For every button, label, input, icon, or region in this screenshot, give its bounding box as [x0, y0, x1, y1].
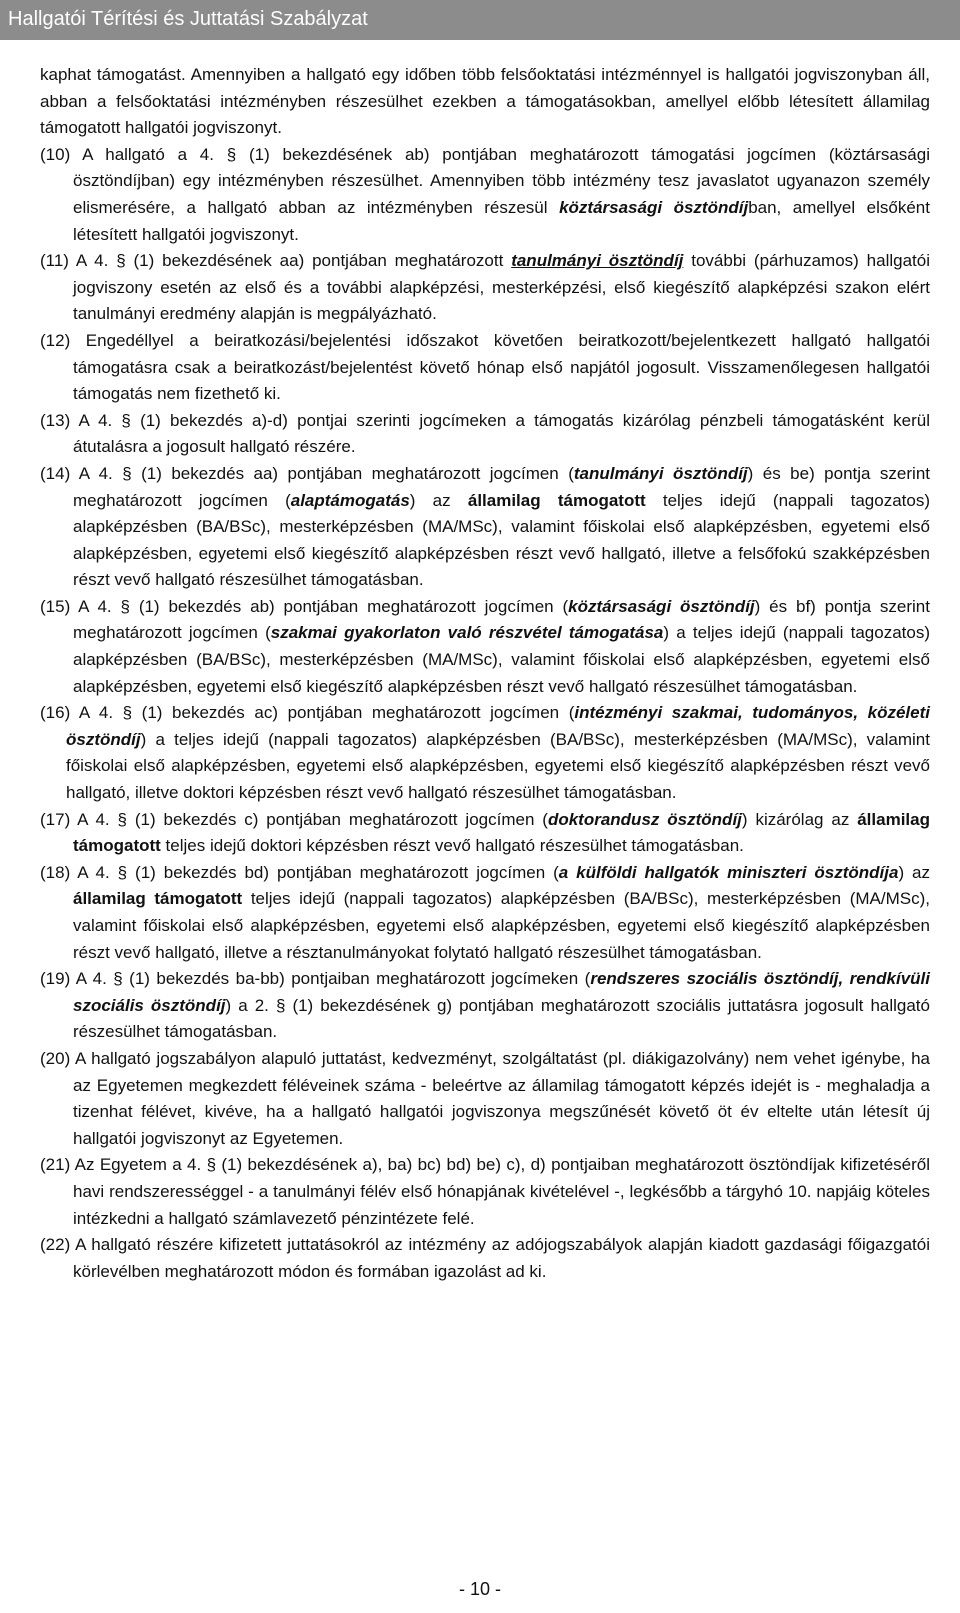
header-title: Hallgatói Térítési és Juttatási Szabályzat [8, 8, 368, 30]
paragraph-text-segment: ban, amellyel elsőként létesített hallgatói jogviszonyt. [73, 197, 930, 244]
paragraph-p0 [40, 62, 930, 142]
paragraph-text-segment: (18) A 4. § (1) bekezdés bd) pontjában meghatározott jogcímen ( [40, 862, 559, 882]
document-body [40, 62, 930, 1285]
paragraph-p19 [40, 966, 930, 1046]
paragraph-p18 [40, 860, 930, 966]
paragraph-p20 [40, 1046, 930, 1152]
paragraph-text-segment: intézményi szakmai, tudományos, közéleti ösztöndíj [66, 703, 930, 749]
paragraph-text-segment: ) kizárólag az [741, 809, 858, 829]
paragraph-text-segment: (17) A 4. § (1) bekezdés c) pontjában meghatározott jogcímen ( [40, 809, 548, 829]
paragraph-p12 [40, 328, 930, 408]
paragraph-text-segment: államilag támogatott [467, 490, 646, 510]
paragraph-p16 [40, 700, 930, 806]
paragraph-text-segment: (16) A 4. § (1) bekezdés ac) pontjában meghatározott jogcímen ( [40, 703, 575, 723]
paragraph-p21 [40, 1152, 930, 1232]
paragraph-text-segment: tanulmányi ösztöndíj [573, 463, 748, 483]
paragraph-text-segment: ) a 2. § (1) bekezdésének g) pontjában meghatározott szociális juttatásra jogosult hallgató részesülhet támogatásban. [73, 995, 930, 1042]
paragraph-text-segment: (21) Az Egyetem a 4. § (1) bekezdésének a), ba) bc) bd) be) c), d) pontjaiban meghatározott ösztöndíjak kifizetéséről havi rendszerességgel - a tanulmányi félév első hónapjának kivételével -, legkésőbb a tárgyhó 10. napjáig köteles intézkedni a hallgató számlavezető pénzintézete felé. [40, 1155, 930, 1228]
paragraph-text-segment: doktorandusz ösztöndíj [547, 809, 742, 829]
paragraph-text-segment: köztársasági ösztöndíj [559, 197, 749, 217]
paragraph-text-segment: ) az [409, 490, 468, 510]
page-header [0, 0, 960, 40]
paragraph-text-segment: teljes idejű (nappali tagozatos) alapképzésben (BA/BSc), mesterképzésben (MA/MSc), valamint főiskolai első alapképzésben, egyetemi első alapképzésben, egyetemi első kiegészítő alapképzésben részt vevő hallgató, illetve a résztanulmányokat folytató hallgató részesülhet támogatásban. [73, 889, 931, 962]
paragraph-text-segment: a külföldi hallgatók miniszteri ösztöndíja [558, 862, 899, 882]
paragraph-text-segment: államilag támogatott [73, 809, 930, 856]
paragraph-text-segment: (11) A 4. § (1) bekezdésének aa) pontjában meghatározott [40, 251, 512, 271]
paragraph-text-segment: (15) A 4. § (1) bekezdés ab) pontjában meghatározott jogcímen ( [40, 596, 569, 616]
paragraph-text-segment: ) és be) pontja szerint meghatározott jogcímen ( [73, 463, 930, 510]
paragraph-p10 [40, 142, 930, 248]
paragraph-text-segment: ) a teljes idejű (nappali tagozatos) alapképzésben (BA/BSc), mesterképzésben (MA/MSc), valamint főiskolai első alapképzésben, egyetemi első alapképzésben, egyetemi első kiegészítő alapképzésben részt vevő hallgató részesülhet támogatásban. [73, 623, 930, 696]
paragraph-text-segment: szakmai gyakorlaton való részvétel támogatása [270, 623, 664, 643]
page-number: - 10 - [458, 1579, 501, 1599]
paragraph-text-segment: köztársasági ösztöndíj [568, 596, 755, 616]
paragraph-text-segment: ) az [898, 862, 930, 882]
paragraph-text-segment: (12) Engedéllyel a beiratkozási/bejelentési időszakot követően beiratkozott/bejelentkezett hallgató hallgatói támogatásra csak a beiratkozást/bejelentést követő hónap első napjától jogosult. Visszamenőlegesen hallgatói támogatás nem fizethető ki. [40, 330, 930, 404]
paragraph-p13 [40, 408, 930, 461]
paragraph-text-segment: államilag támogatott [73, 889, 243, 909]
paragraph-text-segment: ) és bf) pontja szerint meghatározott jogcímen ( [73, 596, 930, 643]
paragraph-p15 [40, 594, 930, 700]
paragraph-text-segment: rendszeres szociális ösztöndíj, rendkívüli szociális ösztöndíj [73, 969, 930, 1015]
paragraph-p22 [40, 1232, 930, 1285]
paragraph-p17 [40, 807, 930, 860]
paragraph-text-segment: (20) A hallgató jogszabályon alapuló juttatást, kedvezményt, szolgáltatást (pl. diákigazolvány) nem vehet igénybe, ha az Egyetemen megkezdett féléveinek száma - beleértve az államilag támogatott képzés idejét is - meghaladja a tizenhat félévet, kivéve, ha a hallgató hallgatói jogviszonya megszűnését követő öt év eltelte után létesít új hallgatói jogviszonyt az Egyetemen. [40, 1048, 930, 1148]
paragraph-text-segment: alaptámogatás [290, 490, 410, 510]
paragraph-p11 [40, 248, 930, 328]
paragraph-text-segment: (22) A hallgató részére kifizetett juttatásokról az intézmény az adójogszabályok alapján kiadott gazdasági főigazgatói körlevélben meghatározott módon és formában igazolást ad ki. [40, 1235, 930, 1281]
paragraph-text-segment: (13) A 4. § (1) bekezdés a)-d) pontjai szerinti jogcímeken a támogatás kizárólag pénzbeli támogatásként kerül átutalásra a jogosult hallgató részére. [40, 410, 930, 457]
paragraph-text-segment: (14) A 4. § (1) bekezdés aa) pontjában meghatározott jogcímen ( [40, 463, 574, 483]
paragraph-text-segment: (19) A 4. § (1) bekezdés ba-bb) pontjaiban meghatározott jogcímeken ( [40, 969, 591, 989]
paragraph-text-segment: teljes idejű (nappali tagozatos) alapképzésben (BA/BSc), mesterképzésben (MA/MSc), valamint főiskolai első alapképzésben, egyetemi első alapképzésben, egyetemi első kiegészítő alapképzésben részt vevő hallgató, illetve a felsőfokú szakképzésben részt vevő hallgató részesülhet támogatásban. [73, 490, 930, 590]
paragraph-text-segment: kaphat támogatást. Amennyiben a hallgató egy időben több felsőoktatási intézménnyel is hallgatói jogviszonyban áll, abban a felsőoktatási intézményben részesülhet ezekben a támogatásokban, amellyel előbb létesített államilag támogatott hallgatói jogviszonyt. [40, 65, 930, 138]
paragraph-text-segment: ) a teljes idejű (nappali tagozatos) alapképzésben (BA/BSc), mesterképzésben (MA/MSc), valamint főiskolai első alapképzésben, egyetemi első alapképzésben, egyetemi első kiegészítő alapképzésben részt vevő hallgató, illetve doktori képzésben részt vevő hallgató részesülhet támogatásban. [66, 729, 930, 803]
paragraph-text-segment: tanulmányi ösztöndíj [511, 251, 684, 271]
paragraph-text-segment: teljes idejű doktori képzésben részt vevő hallgató részesülhet támogatásban. [160, 836, 744, 856]
paragraph-text-segment: további (párhuzamos) hallgatói jogviszony esetén az első és a további alapképzési, mesterképzési, első kiegészítő alapképzési szakon elért tanulmányi eredmény alapján is megpályázható. [73, 251, 930, 324]
paragraph-p14 [40, 461, 930, 594]
paragraph-text-segment: (10) A hallgató a 4. § (1) bekezdésének ab) pontjában meghatározott támogatási jogcímen (köztársasági ösztöndíjban) egy intézményben részesülhet. Amennyiben több intézmény tesz javaslatot ugyanazon személy elismerésére, a hallgató abban az intézményben részesül [40, 144, 930, 217]
